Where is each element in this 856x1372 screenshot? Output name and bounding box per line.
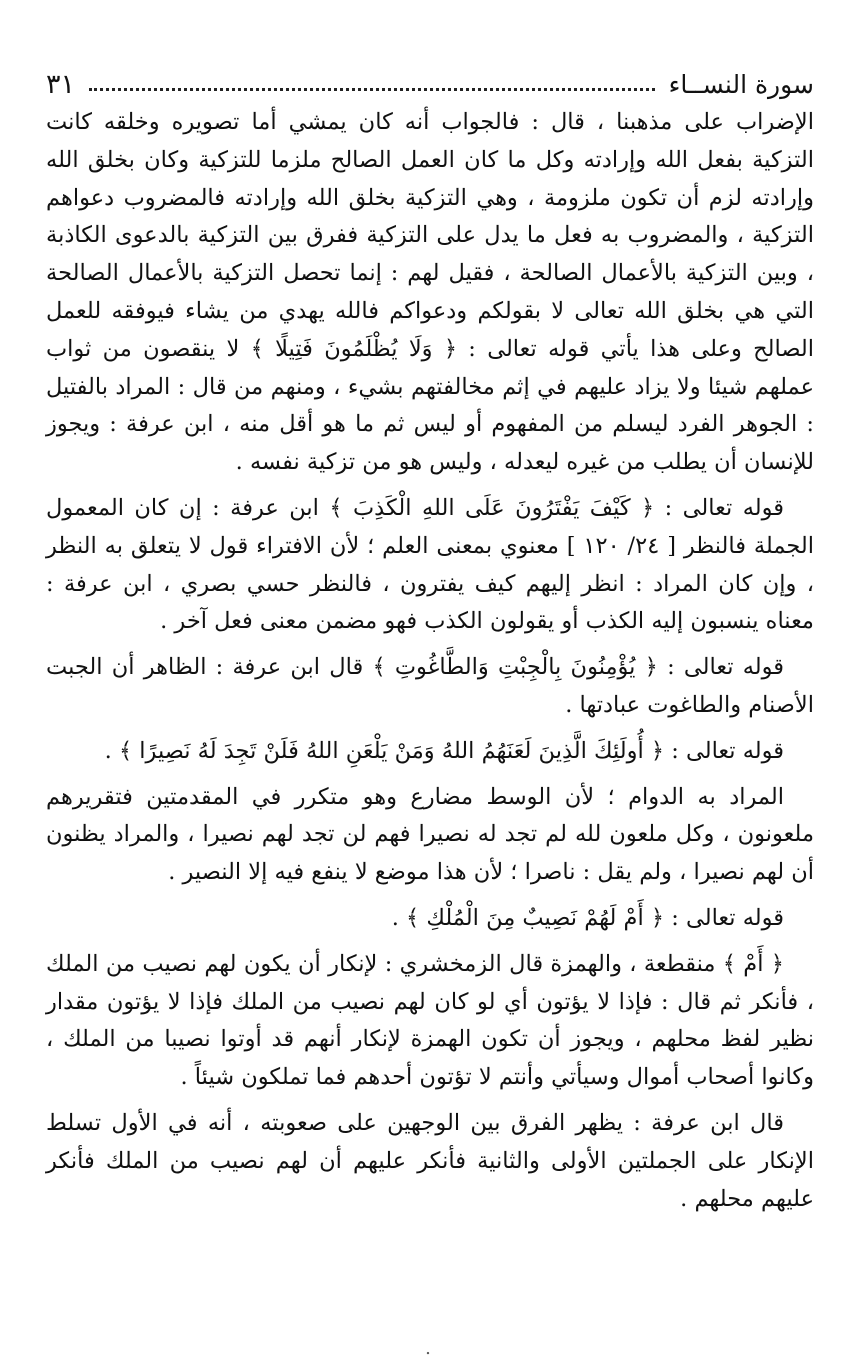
paragraph: قوله تعالى : ﴿ كَيْفَ يَفْتَرُونَ عَلَى اللهِ الْكَذِبَ ﴾ ابن عرفة : إن كان المعمول الجملة فالنظر [ ٢٤/ ١٢٠ ] معنوي بمعنى العلم ؛ لأن الافتراء قول لا يتعلق به النظر ، وإن كان المراد : انظر إليهم كيف يفترون ، فالنظر حسي بصري ، ابن عرفة : معناه ينسبون إليه الكذب أو يقولون الكذب فهو مضمن معنى فعل آخر . bbox=[46, 494, 815, 635]
paragraph: قوله تعالى : ﴿ أُولَئِكَ الَّذِينَ لَعَنَهُمُ اللهُ وَمَنْ يَلْعَنِ اللهُ فَلَنْ تَجِدَ لَهُ نَصِيرًا ﴾ . bbox=[104, 737, 784, 764]
paragraph: قوله تعالى : ﴿ أَمْ لَهُمْ نَصِيبٌ مِنَ الْمُلْكِ ﴾ . bbox=[391, 904, 784, 931]
paragraph: المراد به الدوام ؛ لأن الوسط مضارع وهو متكرر في المقدمتين فتقريرهم ملعونون ، وكل ملعون لله لم تجد له نصيرا فهم لن تجد لهم نصيرا ، والمراد يظنون أن لهم نصيرا ، ولم يقل : ناصرا ؛ لأن هذا موضع لا ينفع فيه إلا النصير . bbox=[46, 783, 814, 886]
dotted-leader bbox=[89, 88, 655, 91]
paragraph: قال ابن عرفة : يظهر الفرق بين الوجهين على صعوبته ، أنه في الأول تسلط الإنكار على الجملتين الأولى والثانية فأنكر عليهم أن لهم نصيب من الملك فأنكر عليهم محلهم . bbox=[46, 1109, 814, 1212]
footer-mark: . bbox=[425, 1338, 431, 1359]
page-number: ٣١ bbox=[46, 69, 76, 100]
paragraph: قوله تعالى : ﴿ يُؤْمِنُونَ بِالْجِبْتِ وَالطَّاغُوتِ ﴾ قال ابن عرفة : الظاهر أن الجبت الأصنام والطاغوت عبادتها . bbox=[46, 654, 814, 718]
paragraph: الإضراب على مذهبنا ، قال : فالجواب أنه كان يمشي أما تصويره وخلقه كانت التزكية بفعل الله وإرادته وكل ما كان العمل الصالح ملزما للتزكية وكان بخلق الله وإرادته لزم أن تكون ملزومة ، وهي التزكية بخلق الله وإرادته فالمضروب دعواهم التزكية ، والمضروب به فعل ما يدل على التزكية ففرق بين التزكية بالدعوى الكاذبة ، وبين التزكية بالأعمال الصالحة ، فقيل لهم : إنما تحصل التزكية بالأعمال الصالحة التي هي بخلق الله تعالى لا بقولكم ودعواكم فالله يهدي من يشاء فيوفقه للعمل الصالح وعلى هذا يأتي قوله تعالى : ﴿ وَلَا يُظْلَمُونَ فَتِيلًا ﴾ لا ينقصون من ثواب عملهم شيئا ولا يزاد عليهم في إثم مخالفتهم بشيء ، ومنهم من قال : المراد بالفتيل : الجوهر الفرد ليسلم من المفهوم أو ليس ثم ما هو أقل منه ، ابن عرفة : ويجوز للإنسان أن يطلب من غيره ليعدله ، وليس هو من تزكية نفسه . bbox=[46, 109, 814, 476]
page-body bbox=[46, 104, 814, 1218]
paragraph: ﴿ أَمْ ﴾ منقطعة ، والهمزة قال الزمخشري : لإنكار أن يكون لهم نصيب من الملك ، فأنكر ثم قال : فإذا لا يؤتون أي لو كان لهم نصيب من الملك فإذا لا يؤتون مقدار نظير لفظ محلهم ، ويجوز أن تكون الهمزة لإنكار أنهم قد أوتوا نصيبا من الملك ، وكانوا أصحاب أموال وسيأتي وأنتم لا تؤتون أحدهم فما تملكون شيئاً . bbox=[46, 950, 814, 1091]
sura-title: سورة النســاء bbox=[668, 70, 814, 99]
running-header bbox=[46, 66, 814, 104]
